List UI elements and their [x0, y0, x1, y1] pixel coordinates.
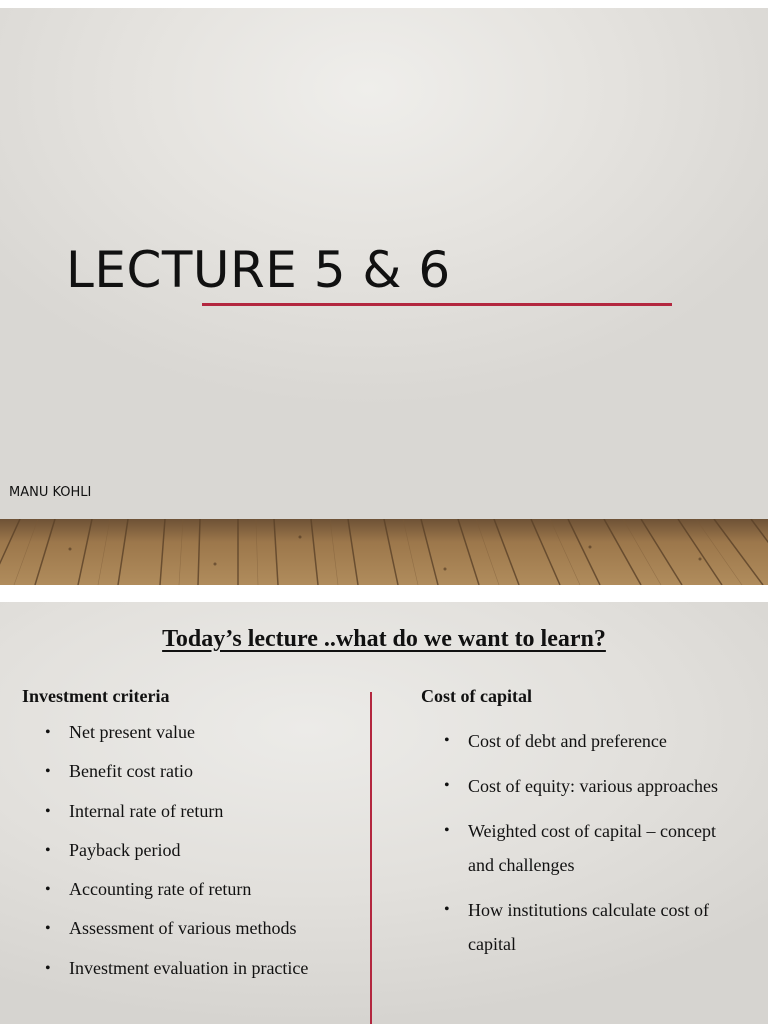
list-item — [444, 769, 744, 803]
list-item-text: Benefit cost ratio — [69, 761, 193, 782]
list-item-text: Accounting rate of return — [69, 879, 252, 900]
bullet-icon: • — [45, 841, 51, 859]
bullet-icon: • — [444, 901, 450, 918]
cost-of-capital-list — [444, 724, 744, 972]
content-slide — [0, 602, 768, 1024]
bullet-icon: • — [444, 732, 450, 749]
list-item-text: Cost of debt and preference — [468, 731, 667, 751]
bullet-icon: • — [45, 881, 51, 899]
list-item — [444, 893, 744, 961]
title-slide — [0, 8, 768, 585]
list-item — [45, 838, 365, 877]
list-item-text: Internal rate of return — [69, 800, 224, 821]
author-name: MANU KOHLI — [9, 485, 92, 500]
bullet-icon: • — [45, 724, 51, 741]
list-item-text: How institutions calculate cost of capital — [468, 900, 709, 954]
bullet-icon: • — [45, 763, 51, 781]
list-item-text: Investment evaluation in practice — [69, 957, 309, 978]
bullet-icon: • — [45, 920, 51, 938]
list-item — [45, 877, 365, 916]
column-divider — [370, 692, 372, 1024]
left-column-title: Investment criteria — [22, 686, 170, 706]
right-column-title: Cost of capital — [421, 686, 532, 706]
list-item — [444, 724, 744, 758]
investment-criteria-list — [45, 720, 365, 995]
bullet-icon: • — [45, 959, 51, 977]
title-underline — [202, 303, 672, 306]
list-item-text: Weighted cost of capital – concept and challenges — [468, 821, 716, 875]
bullet-icon: • — [444, 777, 450, 794]
bullet-icon: • — [45, 802, 51, 820]
list-item-text: Payback period — [69, 839, 181, 860]
list-item — [45, 720, 365, 759]
list-item — [45, 956, 365, 995]
list-item-text: Cost of equity: various approaches — [468, 776, 718, 796]
slide-heading: Today’s lecture ..what do we want to learn? — [162, 626, 606, 652]
bullet-icon: • — [444, 822, 450, 839]
list-item-text: Assessment of various methods — [69, 918, 297, 939]
list-item — [444, 814, 744, 882]
list-item — [45, 799, 365, 838]
list-item-text: Net present value — [69, 722, 195, 742]
list-item — [45, 916, 365, 955]
list-item — [45, 759, 365, 798]
slide-title: LECTURE 5 & 6 — [66, 241, 451, 299]
wooden-floor-image — [0, 519, 768, 585]
